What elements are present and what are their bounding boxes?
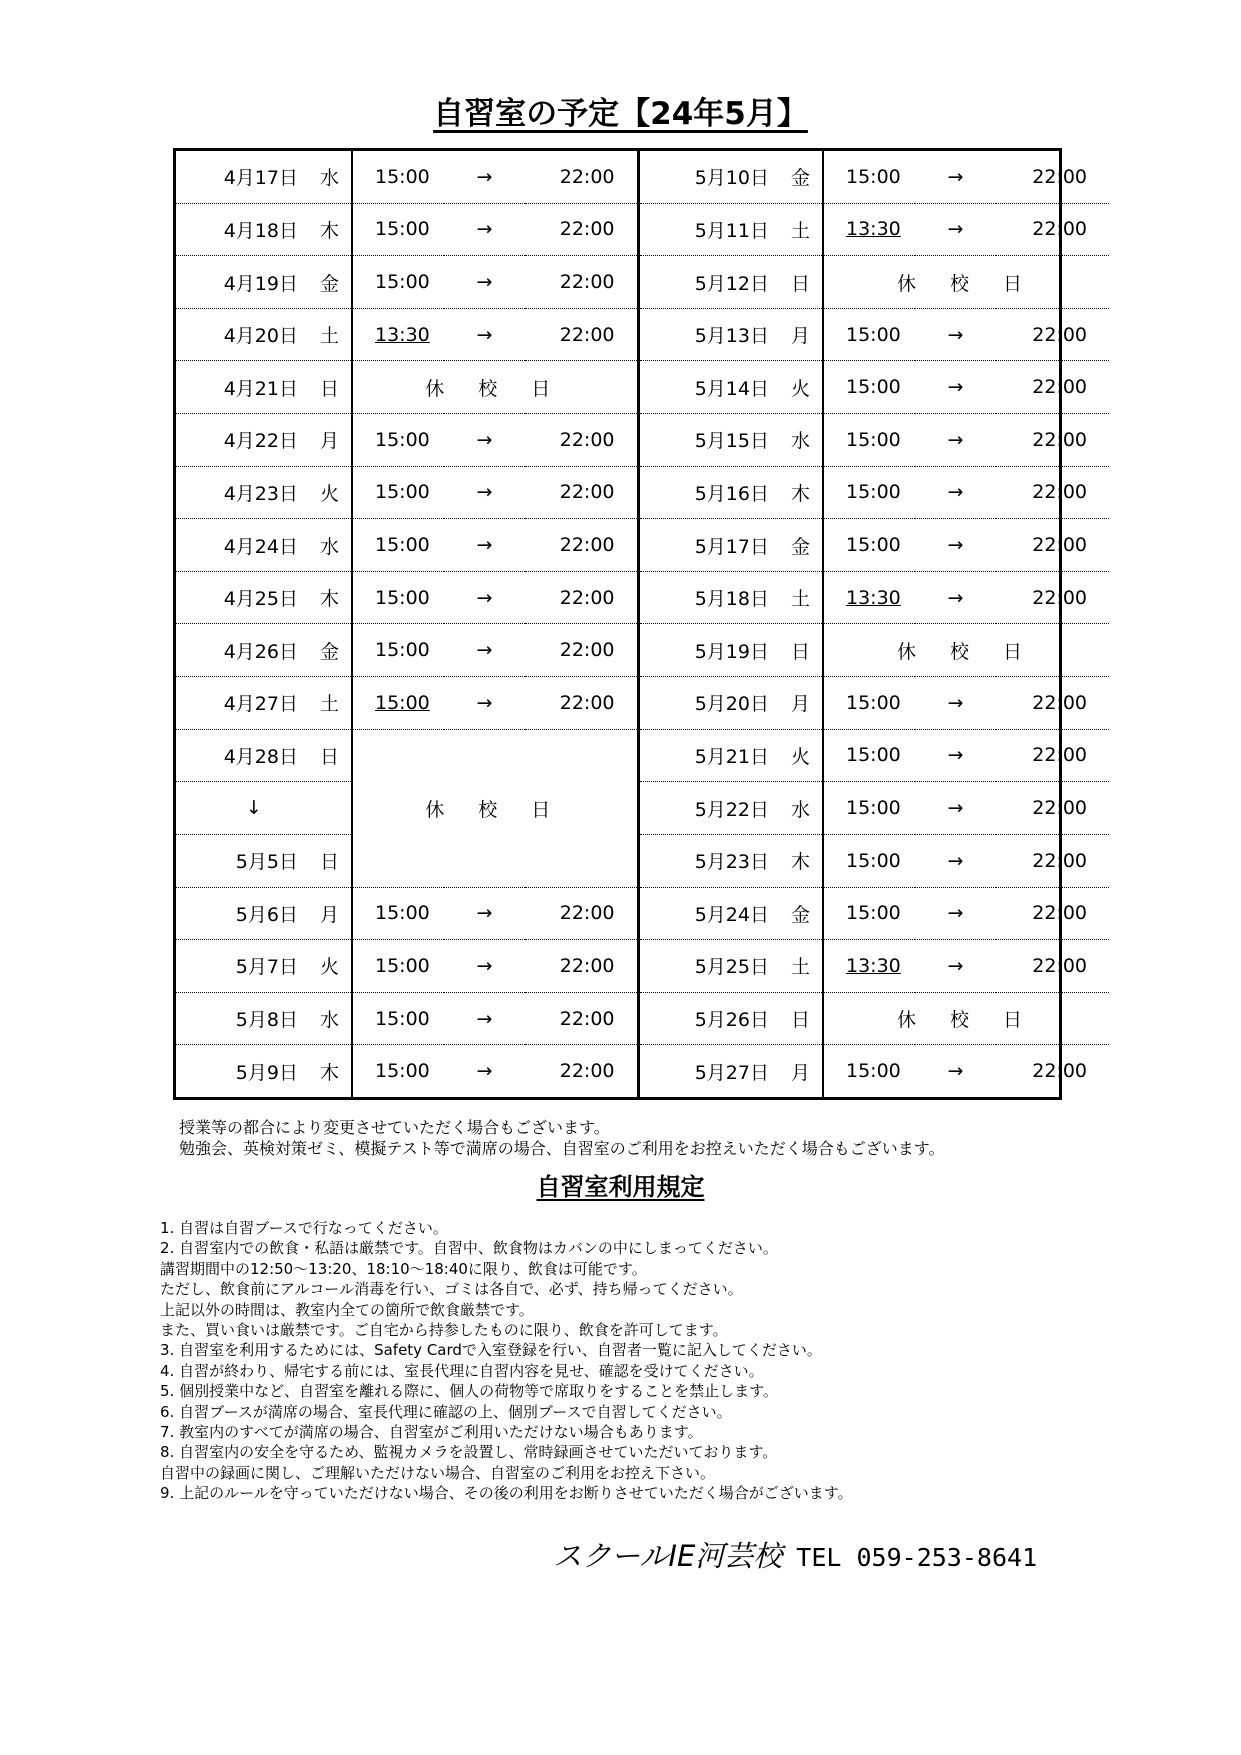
table-row — [176, 1045, 1109, 1097]
arrow-icon: → — [915, 677, 996, 730]
arrow-icon: → — [947, 1060, 964, 1083]
left-date-cell — [176, 308, 352, 361]
weekday-label: 水 — [790, 430, 810, 453]
start-time: 15:00 — [375, 1060, 430, 1083]
arrow-icon: → — [444, 624, 525, 677]
date-label: 5月11日 — [694, 219, 769, 242]
table-row — [176, 256, 1109, 309]
right-date-cell — [638, 834, 823, 887]
date-label: 4月18日 — [223, 219, 298, 242]
weekday-label: 水 — [319, 535, 339, 558]
table-row — [176, 940, 1109, 993]
closed-day-cell: 休 校 日 — [352, 729, 638, 887]
arrow-icon: → — [915, 729, 996, 782]
arrow-icon: → — [444, 677, 525, 730]
date-label: 5月15日 — [694, 430, 769, 453]
left-date-cell — [176, 624, 352, 677]
end-time: 22:00 — [1032, 1060, 1087, 1083]
left-date-cell — [176, 361, 352, 414]
weekday-label: 日 — [790, 1009, 810, 1032]
date-label: 4月22日 — [223, 430, 298, 453]
weekday-label: 月 — [319, 903, 339, 926]
date-label: 5月26日 — [694, 1009, 769, 1032]
closed-day-cell: 休 校 日 — [823, 256, 1109, 309]
right-date-cell — [638, 571, 823, 624]
table-row — [176, 361, 1109, 414]
start-time: 15:00 — [352, 466, 444, 519]
left-date-cell — [176, 940, 352, 993]
end-time: 22:00 — [996, 834, 1109, 887]
rules-list — [160, 1218, 853, 1504]
footer — [553, 1534, 1037, 1575]
left-date-cell — [176, 992, 352, 1045]
left-date-cell — [176, 887, 352, 940]
date-label: 4月19日 — [223, 272, 298, 295]
right-date-cell — [638, 519, 823, 572]
weekday-label: 木 — [319, 588, 339, 611]
start-time: 15:00 — [823, 887, 915, 940]
start-time: 15:00 — [823, 834, 915, 887]
start-time: 15:00 — [823, 519, 915, 572]
date-label: 4月27日 — [223, 693, 298, 716]
end-time: 22:00 — [996, 940, 1109, 993]
end-time: 22:00 — [996, 151, 1109, 203]
right-date-cell — [638, 1045, 823, 1097]
left-date-cell — [176, 834, 352, 887]
start-time: 15:00 — [352, 519, 444, 572]
start-time: 15:00 — [352, 414, 444, 467]
weekday-label: 月 — [790, 693, 810, 716]
date-label: 5月16日 — [694, 482, 769, 505]
rule-line: 2. 自習室内での飲食・私語は厳禁です。自習中、飲食物はカバンの中にしまってください。 — [160, 1239, 778, 1258]
arrow-icon: → — [915, 834, 996, 887]
rule-line: 講習期間中の12:50～13:20、18:10～18:40に限り、飲食は可能です。 — [160, 1259, 647, 1278]
rule-line: 5. 個別授業中など、自習室を離れる際に、個人の荷物等で席取りをすることを禁止します。 — [160, 1382, 778, 1401]
end-time: 22:00 — [525, 571, 638, 624]
table-row — [176, 414, 1109, 467]
end-time: 22:00 — [996, 571, 1109, 624]
arrow-icon: → — [444, 992, 525, 1045]
end-time: 22:00 — [525, 1045, 638, 1097]
arrow-icon: → — [444, 887, 525, 940]
start-time: 15:00 — [352, 624, 444, 677]
arrow-icon: → — [915, 203, 996, 256]
rule-line: 自習中の録画に関し、ご理解いただけない場合、自習室のご利用をお控え下さい。 — [160, 1463, 716, 1482]
start-time: 15:00 — [352, 887, 444, 940]
date-label: 4月24日 — [223, 535, 298, 558]
table-row — [176, 203, 1109, 256]
end-time: 22:00 — [996, 466, 1109, 519]
weekday-label: 金 — [790, 167, 810, 190]
arrow-icon: → — [444, 414, 525, 467]
right-date-cell — [638, 992, 823, 1045]
arrow-icon: → — [444, 203, 525, 256]
weekday-label: 日 — [790, 640, 810, 663]
weekday-label: 木 — [790, 851, 810, 874]
weekday-label: 日 — [319, 745, 339, 768]
rule-line: ただし、飲食前にアルコール消毒を行い、ゴミは各自で、必ず、持ち帰ってください。 — [160, 1280, 743, 1299]
date-label: 5月23日 — [694, 851, 769, 874]
end-time: 22:00 — [996, 519, 1109, 572]
school-tel: TEL 059-253-8641 — [796, 1543, 1038, 1572]
right-date-cell — [638, 466, 823, 519]
arrow-icon: → — [444, 151, 525, 203]
weekday-label: 水 — [790, 798, 810, 821]
end-time: 22:00 — [525, 256, 638, 309]
start-time: 15:00 — [352, 677, 444, 730]
end-time: 22:00 — [996, 677, 1109, 730]
right-date-cell — [638, 361, 823, 414]
left-date-cell — [176, 466, 352, 519]
arrow-icon: → — [915, 151, 996, 203]
table-row — [176, 677, 1109, 730]
weekday-label: 木 — [319, 1061, 339, 1084]
weekday-label: 火 — [319, 956, 339, 979]
start-time: 15:00 — [823, 151, 915, 203]
arrow-icon: → — [915, 466, 996, 519]
rule-line: 4. 自習が終わり、帰宅する前には、室長代理に自習内容を見せ、確認を受けてください。 — [160, 1361, 764, 1380]
weekday-label: 金 — [319, 272, 339, 295]
date-label: 4月21日 — [223, 377, 298, 400]
date-label: 5月14日 — [694, 377, 769, 400]
rules-title: 自習室利用規定 — [536, 1173, 705, 1201]
start-time: 13:30 — [823, 571, 915, 624]
end-time: 22:00 — [525, 887, 638, 940]
date-label: 4月28日 — [223, 745, 298, 768]
end-time: 22:00 — [525, 151, 638, 203]
arrow-icon: → — [444, 256, 525, 309]
table-row — [176, 782, 1109, 835]
page-title: 自習室の予定【24年5月】 — [433, 96, 808, 132]
left-date-cell — [176, 782, 352, 835]
start-time: 13:30 — [823, 940, 915, 993]
weekday-label: 火 — [790, 745, 810, 768]
left-date-cell — [176, 571, 352, 624]
rule-line: 3. 自習室を利用するためには、Safety Cardで入室登録を行い、自習者一覧に記入してください。 — [160, 1341, 822, 1360]
start-time: 15:00 — [846, 1060, 901, 1083]
right-date-cell — [638, 256, 823, 309]
table-row — [176, 151, 1109, 203]
start-time: 15:00 — [823, 677, 915, 730]
arrow-icon: → — [444, 571, 525, 624]
weekday-label: 木 — [790, 482, 810, 505]
rule-line: 7. 教室内のすべてが満席の場合、自習室がご利用いただけない場合もあります。 — [160, 1423, 703, 1442]
start-time: 15:00 — [823, 308, 915, 361]
weekday-label: 日 — [790, 272, 810, 295]
date-label: 5月10日 — [694, 167, 769, 190]
end-time: 22:00 — [525, 940, 638, 993]
left-date-cell — [176, 203, 352, 256]
end-time: 22:00 — [525, 992, 638, 1045]
weekday-label: 日 — [319, 377, 339, 400]
rule-line: 1. 自習は自習ブースで行なってください。 — [160, 1219, 448, 1237]
date-label: 4月17日 — [223, 167, 298, 190]
left-date-cell — [176, 729, 352, 782]
arrow-icon: → — [915, 940, 996, 993]
table-row — [176, 834, 1109, 887]
arrow-icon: → — [915, 887, 996, 940]
arrow-icon: → — [915, 571, 996, 624]
start-time: 15:00 — [352, 940, 444, 993]
left-date-cell — [176, 151, 352, 203]
rule-line: 上記以外の時間は、教室内全ての箇所で飲食厳禁です。 — [160, 1300, 534, 1319]
schedule-grid — [176, 151, 1109, 1097]
weekday-label: 土 — [790, 588, 810, 611]
end-time: 22:00 — [996, 308, 1109, 361]
right-date-cell — [638, 887, 823, 940]
end-time: 22:00 — [996, 887, 1109, 940]
date-label: 4月26日 — [223, 640, 298, 663]
right-date-cell — [638, 940, 823, 993]
date-label: 5月8日 — [235, 1009, 298, 1032]
schedule-notes — [179, 1117, 944, 1159]
end-time: 22:00 — [996, 361, 1109, 414]
right-date-cell — [638, 782, 823, 835]
end-time: 22:00 — [525, 466, 638, 519]
date-label: 5月5日 — [235, 851, 298, 874]
arrow-icon: → — [444, 940, 525, 993]
date-label: 5月12日 — [694, 272, 769, 295]
date-label: 5月20日 — [694, 693, 769, 716]
start-time: 15:00 — [823, 361, 915, 414]
arrow-icon: → — [915, 414, 996, 467]
left-date-cell — [176, 256, 352, 309]
start-time: 15:00 — [352, 203, 444, 256]
date-label: 5月19日 — [694, 640, 769, 663]
date-label: 4月25日 — [223, 588, 298, 611]
right-date-cell — [638, 203, 823, 256]
weekday-label: 水 — [319, 167, 339, 190]
weekday-label: 水 — [319, 1009, 339, 1032]
date-label: 5月27日 — [694, 1061, 769, 1084]
arrow-icon: → — [476, 1060, 493, 1083]
end-time: 22:00 — [525, 519, 638, 572]
start-time: 15:00 — [352, 992, 444, 1045]
right-date-cell — [638, 624, 823, 677]
date-label: 5月6日 — [235, 903, 298, 926]
weekday-label: 金 — [790, 535, 810, 558]
right-date-cell — [638, 729, 823, 782]
end-time: 22:00 — [525, 308, 638, 361]
arrow-icon: → — [915, 519, 996, 572]
right-date-cell — [638, 677, 823, 730]
end-time: 22:00 — [996, 203, 1109, 256]
left-date-cell — [176, 519, 352, 572]
table-row — [176, 887, 1109, 940]
end-time: 22:00 — [525, 414, 638, 467]
weekday-label: 火 — [319, 482, 339, 505]
weekday-label: 月 — [319, 430, 339, 453]
right-date-cell — [638, 151, 823, 203]
date-label: 5月9日 — [235, 1061, 298, 1084]
start-time: 15:00 — [352, 571, 444, 624]
weekday-label: 月 — [790, 1061, 810, 1084]
date-label: 4月20日 — [223, 325, 298, 348]
table-row — [176, 519, 1109, 572]
left-date-cell — [176, 1045, 352, 1097]
start-time: 15:00 — [823, 414, 915, 467]
start-time: 15:00 — [352, 256, 444, 309]
weekday-label: 土 — [319, 693, 339, 716]
note-line: 勉強会、英検対策ゼミ、模擬テスト等で満席の場合、自習室のご利用をお控えいただく場合もございます。 — [179, 1139, 945, 1158]
end-time: 22:00 — [996, 782, 1109, 835]
rule-line: 9. 上記のルールを守っていただけない場合、その後の利用をお断りさせていただく場合がございます。 — [160, 1484, 853, 1503]
date-label: 5月22日 — [694, 798, 769, 821]
end-time: 22:00 — [525, 624, 638, 677]
weekday-label: 土 — [319, 325, 339, 348]
arrow-icon: → — [915, 782, 996, 835]
table-row — [176, 624, 1109, 677]
note-line: 授業等の都合により変更させていただく場合もございます。 — [179, 1118, 610, 1137]
end-time: 22:00 — [525, 203, 638, 256]
rule-line: また、買い食いは厳禁です。ご自宅から持参したものに限り、飲食を許可してます。 — [160, 1321, 728, 1340]
down-arrow-icon: ↓ — [246, 797, 262, 820]
start-time: 13:30 — [823, 203, 915, 256]
rule-line: 8. 自習室内の安全を守るため、監視カメラを設置し、常時録画させていただいております。 — [160, 1443, 778, 1462]
arrow-icon: → — [915, 308, 996, 361]
right-date-cell — [638, 414, 823, 467]
rule-line: 6. 自習ブースが満席の場合、室長代理に確認の上、個別ブースで自習してください。 — [160, 1402, 732, 1421]
closed-day-cell: 休 校 日 — [352, 361, 638, 414]
weekday-label: 火 — [790, 377, 810, 400]
start-time: 15:00 — [823, 466, 915, 519]
closed-day-cell: 休 校 日 — [823, 624, 1109, 677]
arrow-icon: → — [444, 308, 525, 361]
arrow-icon: → — [915, 361, 996, 414]
weekday-label: 金 — [319, 640, 339, 663]
date-label: 5月25日 — [694, 956, 769, 979]
start-time: 15:00 — [823, 729, 915, 782]
table-row — [176, 992, 1109, 1045]
weekday-label: 木 — [319, 219, 339, 242]
weekday-label: 土 — [790, 956, 810, 979]
table-row — [176, 571, 1109, 624]
date-label: 5月13日 — [694, 325, 769, 348]
start-time: 15:00 — [352, 151, 444, 203]
weekday-label: 土 — [790, 219, 810, 242]
date-label: 5月17日 — [694, 535, 769, 558]
arrow-icon: → — [444, 466, 525, 519]
end-time: 22:00 — [996, 414, 1109, 467]
school-name: スクールIE河芸校 — [553, 1539, 783, 1573]
weekday-label: 日 — [319, 851, 339, 874]
end-time: 22:00 — [525, 677, 638, 730]
date-label: 5月21日 — [694, 745, 769, 768]
date-label: 5月7日 — [235, 956, 298, 979]
start-time: 13:30 — [352, 308, 444, 361]
table-row — [176, 466, 1109, 519]
left-date-cell — [176, 414, 352, 467]
table-row — [176, 308, 1109, 361]
date-label: 5月18日 — [694, 588, 769, 611]
start-time: 15:00 — [823, 782, 915, 835]
table-row — [176, 729, 1109, 782]
weekday-label: 月 — [790, 325, 810, 348]
left-date-cell — [176, 677, 352, 730]
schedule-table — [173, 148, 1087, 1100]
closed-day-cell: 休 校 日 — [823, 992, 1109, 1045]
weekday-label: 金 — [790, 903, 810, 926]
date-label: 4月23日 — [223, 482, 298, 505]
right-date-cell — [638, 308, 823, 361]
date-label: 5月24日 — [694, 903, 769, 926]
arrow-icon: → — [444, 519, 525, 572]
end-time: 22:00 — [996, 729, 1109, 782]
